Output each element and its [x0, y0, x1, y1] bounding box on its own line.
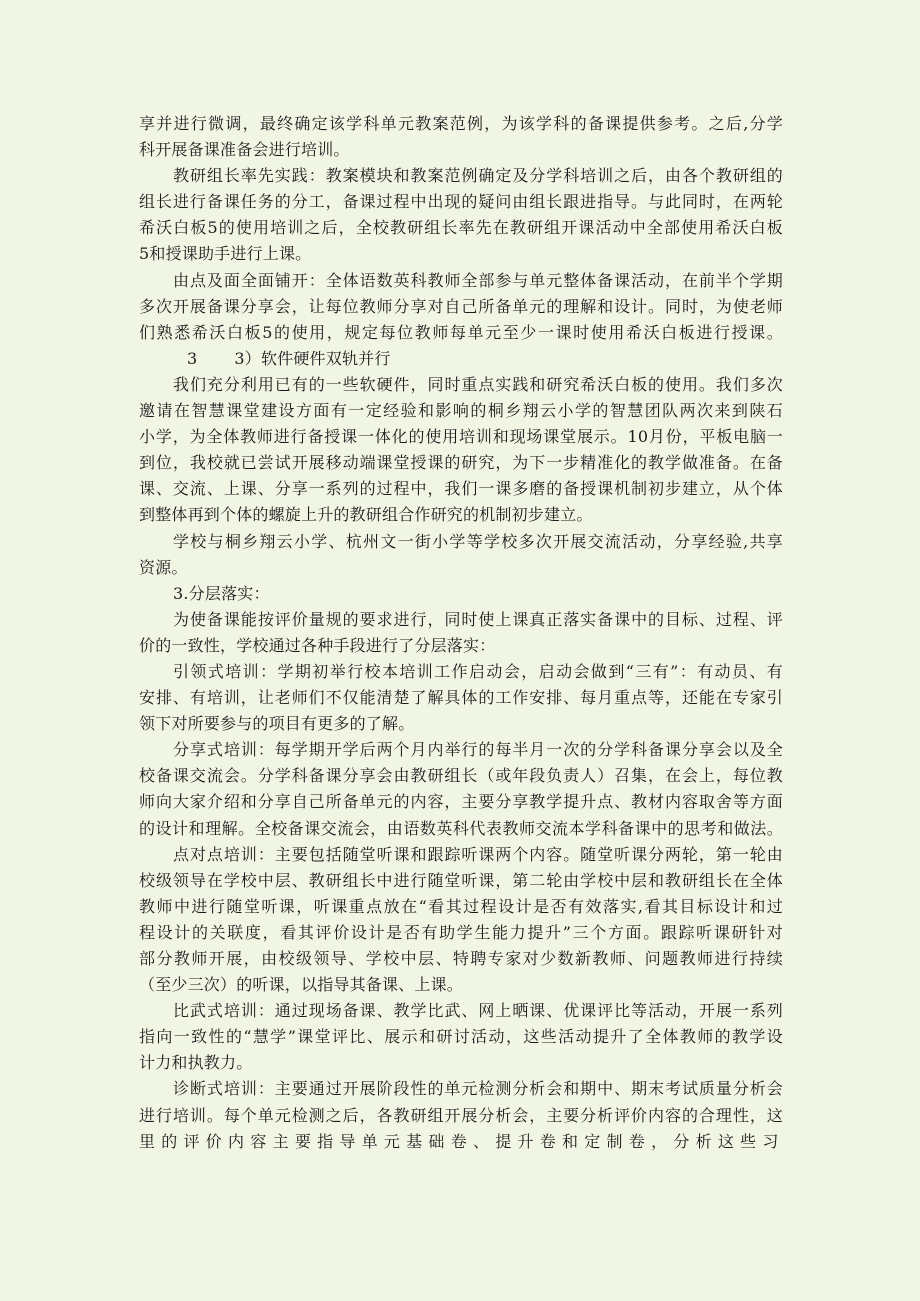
text-line: 校级领导在学校中层、教研组长中进行随堂听课，第二轮由学校中层和教研组长在全体	[139, 870, 783, 890]
text-line: 学校与桐乡翔云小学、杭州文一街小学等学校多次开展交流活动，分享经验,共享	[173, 531, 783, 551]
text-line: 到位，我校就已尝试开展移动端课堂授课的研究，为下一步精准化的教学做准备。在备	[139, 453, 783, 473]
text-line: 3.分层落实：	[173, 583, 270, 603]
text-line: 小学，为全体教师进行备授课一体化的使用培训和现场课堂展示。10月份，平板电脑一	[139, 427, 783, 447]
text-line: 们熟悉希沃白板5的使用，规定每位教师每单元至少一课时使用希沃白板进行授课。	[139, 322, 783, 342]
text-line: 组长进行备课任务的分工，备课过程中出现的疑问由组长跟进指导。与此同时，在两轮	[139, 192, 783, 212]
text-line: 引领式培训：学期初举行校本培训工作启动会，启动会做到“三有”：有动员、有	[173, 661, 783, 681]
text-line: 比武式培训：通过现场备课、教学比武、网上晒课、优课评比等活动，开展一系列	[173, 1001, 783, 1021]
text-line: 5和授课助手进行上课。	[139, 244, 312, 264]
text-line: 邀请在智慧课堂建设方面有一定经验和影响的桐乡翔云小学的智慧团队两次来到陕石	[139, 401, 783, 421]
text-line: 领下对所要参与的项目有更多的了解。	[139, 714, 415, 734]
text-line: 部分教师开展，由校级领导、学校中层、特聘专家对少数新教师、问题教师进行持续	[139, 949, 783, 968]
text-line: 希沃白板5的使用培训之后，全校教研组长率先在教研组开课活动中全部使用希沃白板	[139, 218, 783, 238]
text-line: 诊断式培训：主要通过开展阶段性的单元检测分析会和期中、期末考试质量分析会	[173, 1079, 783, 1099]
text-line: 安排、有培训，让老师们不仅能清楚了解具体的工作安排、每月重点等，还能在专家引	[139, 688, 783, 708]
text-line: 校备课交流会。分学科备课分享会由教研组长（或年段负责人）召集，在会上，每位教	[139, 766, 783, 786]
text-line: 教师中进行随堂听课，听课重点放在“看其过程设计是否有效落实,看其目标设计和过	[139, 896, 783, 916]
text-line: 计力和执教力。	[139, 1053, 253, 1073]
text-line: 为使备课能按评价量规的要求进行，同时使上课真正落实备课中的目标、过程、评	[173, 609, 783, 629]
text-line: 多次开展备课分享会，让每位教师分享对自己所备单元的理解和设计。同时，为使老师	[139, 296, 783, 316]
text-line: 点对点培训：主要包括随堂听课和跟踪听课两个内容。随堂听课分两轮，第一轮由	[173, 844, 783, 864]
text-line: 到整体再到个体的螺旋上升的教研组合作研究的机制初步建立。	[139, 505, 593, 525]
text-line: 我们充分利用已有的一些软硬件，同时重点实践和研究希沃白板的使用。我们多次	[173, 374, 783, 394]
text-line: 进行培训。每个单元检测之后，各教研组开展分析会，主要分析评价内容的合理性，这	[139, 1105, 783, 1125]
text-line: 分享式培训：每学期开学后两个月内举行的每半月一次的分学科备课分享会以及全	[173, 740, 783, 760]
text-line: 科开展备课准备会进行培训。	[139, 140, 350, 160]
text-line: 享并进行微调，最终确定该学科单元教案范例，为该学科的备课提供参考。之后,分学	[139, 114, 783, 133]
text-line: 教研组长率先实践：教案模块和教案范例确定及分学科培训之后，由各个教研组的	[173, 166, 783, 186]
text-line: 课、交流、上课、分享一系列的过程中，我们一课多磨的备授课机制初步建立，从个体	[139, 479, 783, 499]
text-line: 价的一致性，学校通过各种手段进行了分层落实：	[139, 635, 496, 655]
section-heading: 3 3）软件硬件双轨并行	[187, 348, 391, 368]
text-line: 资源。	[139, 557, 188, 577]
document-body	[139, 111, 783, 1155]
text-line: 指向一致性的“慧学”课堂评比、展示和研讨活动，这些活动提升了全体教师的教学设	[139, 1027, 783, 1047]
text-line: 的设计和理解。全校备课交流会，由语数英科代表教师交流本学科备课中的思考和做法。	[139, 818, 783, 838]
text-line: 程设计的关联度，看其评价设计是否有助学生能力提升”三个方面。跟踪听课研针对	[139, 922, 783, 942]
text-line: 师向大家介绍和分享自己所备单元的内容，主要分享教学提升点、教材内容取舍等方面	[139, 792, 783, 812]
text-line: 由点及面全面铺开：全体语数英科教师全部参与单元整体备课活动，在前半个学期	[173, 270, 783, 290]
text-line: （至少三次）的听课，以指导其备课、上课。	[139, 975, 464, 995]
text-line: 里的评价内容主要指导单元基础卷、提升卷和定制卷，分析这些习	[139, 1131, 783, 1151]
